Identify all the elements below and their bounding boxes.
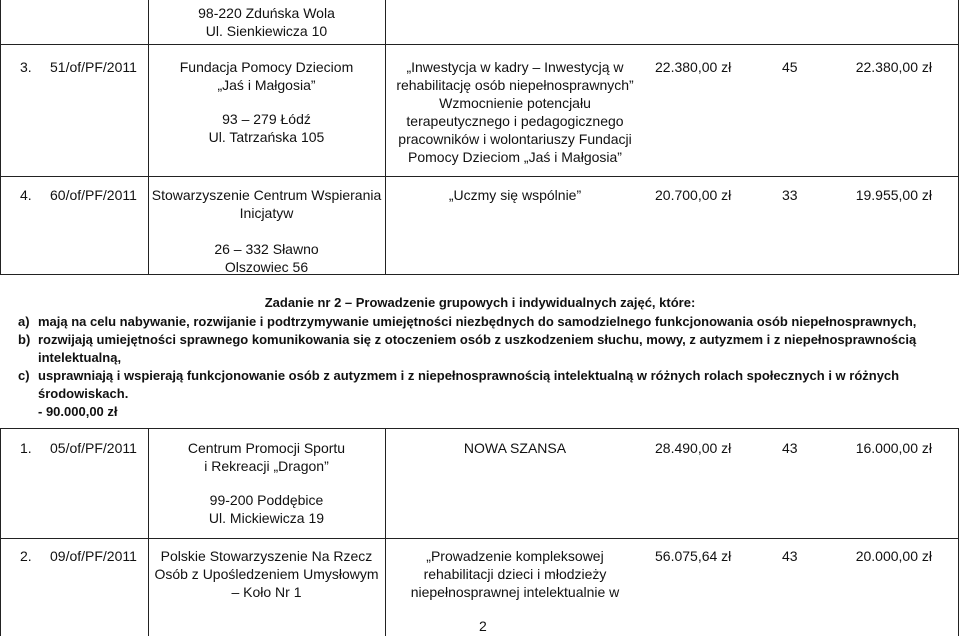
criterion-b-text-l2: intelektualną, (38, 350, 122, 365)
row4-amount-requested: 20.700,00 zł (655, 187, 732, 203)
row4-org-street: Olszowiec 56 (224, 259, 309, 275)
b-row1-org-name-l2: i Rekreacji „Dragon” (204, 458, 329, 474)
row3-org-name-l2: „Jaś i Małgosia” (217, 77, 316, 93)
criterion-c-text-l2: środowiskach. (38, 386, 129, 401)
task-amount: - 90.000,00 zł (38, 404, 118, 419)
b-row1-org-street: Ul. Mickiewicza 19 (208, 510, 325, 526)
b-row2-amount-granted: 20.000,00 zł (855, 548, 932, 564)
b-row1-points: 43 (782, 440, 798, 456)
row4-org-city: 26 – 332 Sławno (214, 241, 319, 257)
bottom-col-divider-project (385, 428, 386, 636)
criterion-a-text: mają na celu nabywanie, rozwijanie i podtrzymywanie umiejętności niezbędnych do samodzielnego funkcjonowania osób niepełnosprawnych, (38, 314, 917, 329)
b-row1-code: 05/of/PF/2011 (50, 440, 137, 456)
criterion-a-label: a) (18, 314, 30, 329)
row4-project: „Uczmy się wspólnie” (448, 187, 582, 203)
criterion-b (18, 331, 948, 349)
row3-project-l1: „Inwestycja w kadry – Inwestycją w (406, 59, 624, 75)
table-border-right (958, 0, 959, 274)
row4-org-name-l1: Stowarzyszenie Centrum Wspierania (151, 187, 382, 203)
bottom-border-right (958, 428, 959, 636)
bottom-border-left (0, 428, 1, 636)
bottom-row-divider (0, 538, 959, 539)
b-row1-organization (148, 439, 385, 527)
row3-project-l6: Pomocy Dzieciom „Jaś i Małgosia” (408, 149, 622, 165)
row4-code: 60/of/PF/2011 (50, 187, 137, 203)
row-divider-mid (0, 176, 959, 177)
row3-project-l5: pracowników i wolontariuszy Fundacji (398, 131, 632, 147)
b-row2-code: 09/of/PF/2011 (50, 548, 137, 564)
row3-amount-granted: 22.380,00 zł (855, 59, 932, 75)
prev-address-line1: 98-220 Zduńska Wola (198, 5, 335, 21)
row4-amount-granted: 19.955,00 zł (855, 187, 932, 203)
criterion-c (18, 367, 948, 385)
task-title: Zadanie nr 2 – Prowadzenie grupowych i indywidualnych zajęć, które: (264, 295, 696, 310)
row-divider-top (0, 44, 959, 45)
b-row1-amount-granted: 16.000,00 zł (855, 440, 932, 456)
criterion-a (18, 313, 948, 331)
row3-organization (148, 58, 385, 146)
row3-org-city: 93 – 279 Łódź (222, 111, 311, 127)
row3-project-l3: Wzmocnienie potencjału (439, 95, 591, 111)
b-row2-points: 43 (782, 548, 798, 564)
criterion-c-text-l1: usprawniają i wspierają funkcjonowanie osób z autyzmem i z niepełnosprawnością intelektualną w różnych rolach społecznych i w różnych (38, 368, 900, 383)
row3-org-name-l1: Fundacja Pomocy Dzieciom (179, 59, 354, 75)
prev-address (148, 4, 385, 40)
row3-points: 45 (782, 59, 798, 75)
criterion-c-label: c) (18, 368, 30, 383)
b-row1-project: NOWA SZANSA (463, 440, 567, 456)
criterion-b-text-l1: rozwijają umiejętności sprawnego komunikowania się z otoczeniem osób z uszkodzeniem słuchu, mowy, z autyzmem i z niepełnosprawnością (38, 332, 917, 347)
task-criteria (18, 313, 948, 421)
row3-org-street: Ul. Tatrzańska 105 (208, 129, 325, 145)
bottom-table-top (0, 428, 959, 429)
row4-organization (148, 186, 385, 276)
b-row2-organization (148, 547, 385, 601)
row3-project (385, 58, 645, 166)
table-border-left (0, 0, 1, 274)
b-row2-project-l1: „Prowadzenie kompleksowej (426, 548, 604, 564)
b-row2-org-name-l1: Polskie Stowarzyszenie Na Rzecz (160, 548, 373, 564)
b-row2-number: 2. (20, 548, 32, 564)
prev-address-line2: Ul. Sienkiewicza 10 (205, 23, 328, 39)
b-row2-amount-requested: 56.075,64 zł (655, 548, 732, 564)
b-row2-project-l2: rehabilitacji dzieci i młodzieży (423, 566, 607, 582)
row3-code: 51/of/PF/2011 (50, 59, 137, 75)
row4-points: 33 (782, 187, 798, 203)
b-row1-number: 1. (20, 440, 32, 456)
b-row2-project (385, 547, 645, 601)
row3-amount-requested: 22.380,00 zł (655, 59, 732, 75)
row-divider-bottom (0, 274, 959, 275)
page-number: 2 (479, 618, 487, 634)
row4-org-name-l2: Inicjatyw (239, 205, 294, 221)
row3-project-l2: rehabilitację osób niepełnosprawnych” (396, 77, 634, 93)
row3-number: 3. (20, 59, 32, 75)
criterion-b-label: b) (18, 332, 31, 347)
b-row1-org-name-l1: Centrum Promocji Sportu (187, 440, 346, 456)
b-row2-org-name-l2: Osób z Upośledzeniem Umysłowym (154, 566, 379, 582)
row4-number: 4. (20, 187, 32, 203)
b-row1-org-city: 99-200 Poddębice (209, 492, 324, 508)
row3-project-l4: terapeutycznego i pedagogicznego (406, 113, 624, 129)
b-row1-amount-requested: 28.490,00 zł (655, 440, 732, 456)
b-row2-project-l3: niepełnosprawnej intelektualnie w (410, 584, 620, 600)
b-row2-org-name-l3: – Koło Nr 1 (231, 584, 302, 600)
